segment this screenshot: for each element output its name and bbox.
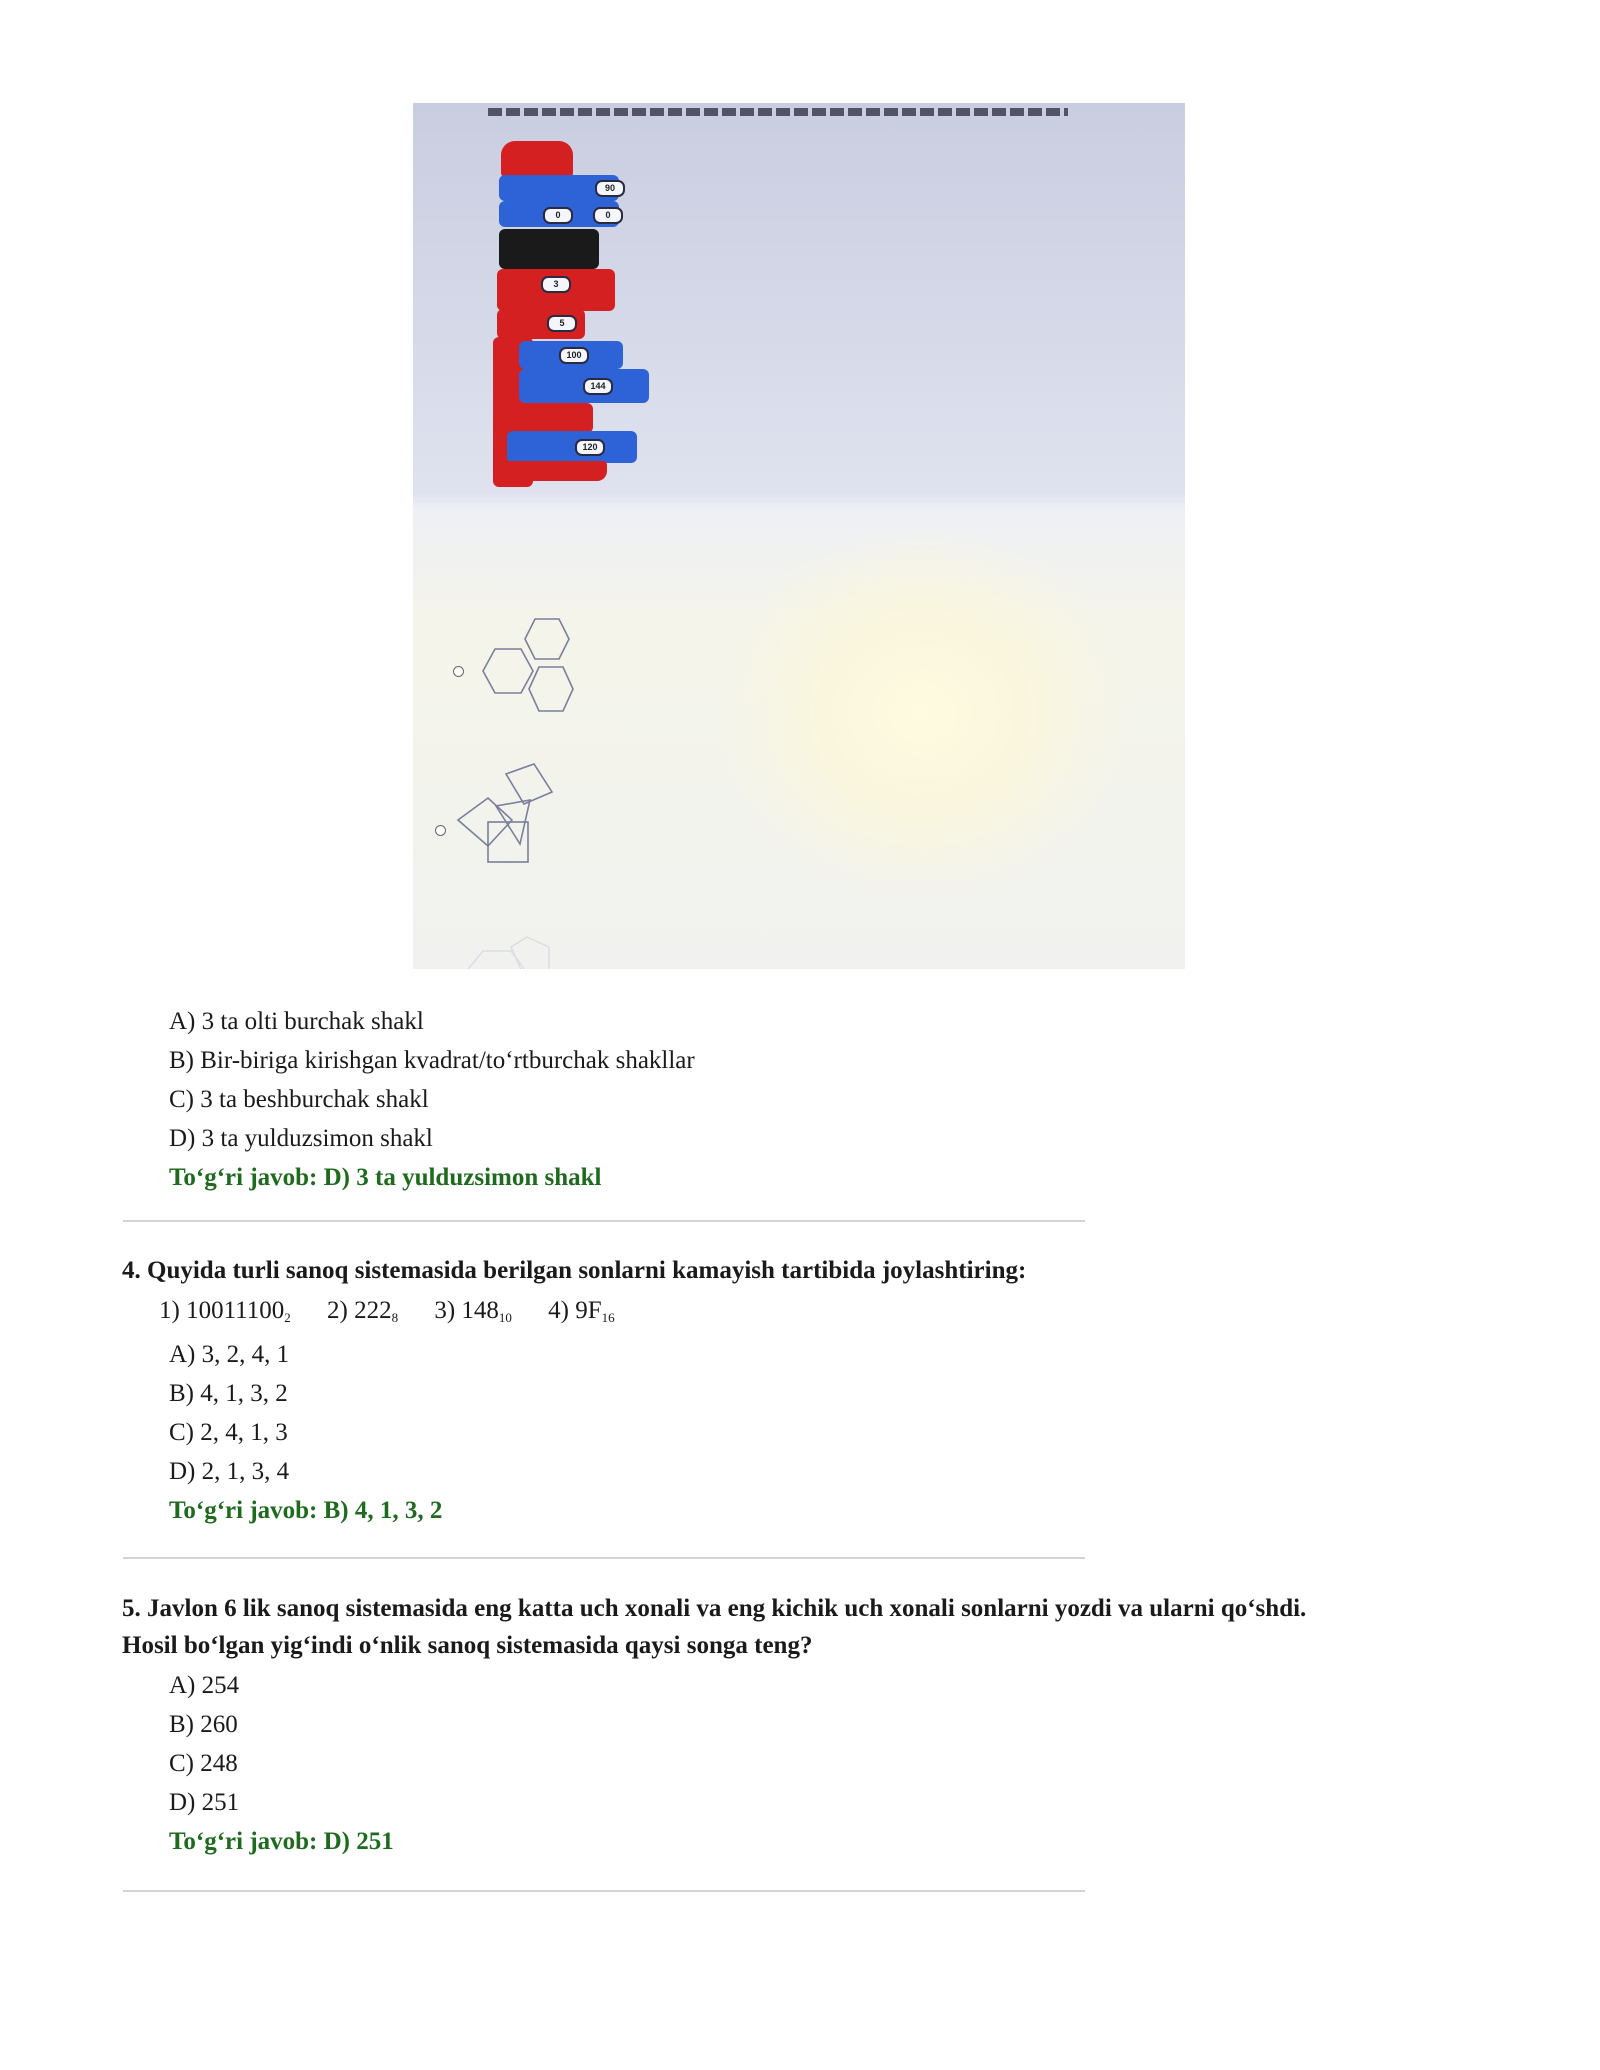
q5-question [122, 1590, 1462, 1664]
code-blocks [493, 131, 663, 491]
q4-options [169, 1335, 442, 1530]
q4-numbers [159, 1297, 645, 1326]
q4-correct-answer: To‘g‘ri javob: B) 4, 1, 3, 2 [169, 1497, 443, 1524]
q5-option-b[interactable]: B) 260 [169, 1711, 238, 1738]
q3-correct-answer: To‘g‘ri javob: D) 3 ta yulduzsimon shakl [169, 1164, 602, 1191]
blurred-question-text [488, 108, 1068, 116]
q4-option-c[interactable]: C) 2, 4, 1, 3 [169, 1419, 288, 1446]
block-red-start [501, 141, 573, 177]
block-blue-5 [507, 431, 637, 463]
block-value-0b: 0 [593, 207, 623, 224]
block-value-3: 3 [541, 276, 571, 293]
block-red-end [493, 461, 607, 481]
q3-option-c[interactable]: C) 3 ta beshburchak shakl [169, 1086, 429, 1113]
block-value-5: 5 [547, 315, 577, 332]
block-value-90: 90 [595, 180, 625, 197]
block-value-120: 120 [575, 439, 605, 456]
shape-option-1[interactable] [413, 513, 1185, 653]
q3-option-a[interactable]: A) 3 ta olti burchak shakl [169, 1008, 424, 1035]
q4-option-d[interactable]: D) 2, 1, 3, 4 [169, 1458, 290, 1485]
q4-option-a[interactable]: A) 3, 2, 4, 1 [169, 1341, 290, 1368]
block-black [499, 229, 599, 269]
q3-option-b[interactable]: B) Bir-biriga kirishgan kvadrat/to‘rtburchak shakllar [169, 1047, 695, 1074]
block-value-0a: 0 [543, 207, 573, 224]
q5-question-line-1: 5. Javlon 6 lik sanoq sistemasida eng katta uch xonali va eng kichik uch xonali sonlarni yozdi va ularni qo‘shdi. [122, 1595, 1307, 1622]
q5-option-d[interactable]: D) 251 [169, 1789, 240, 1816]
divider-2 [123, 1557, 1085, 1559]
block-value-100: 100 [559, 347, 589, 364]
q4-number-4: 4) $9F_{16}$ [548, 1297, 615, 1325]
q5-question-line-2: Hosil bo‘lgan yig‘indi o‘nlik sanoq sistemasida qaysi songa teng? [122, 1632, 813, 1659]
block-value-144: 144 [583, 378, 613, 395]
q4-number-3: 3) $148_{10}$ [434, 1297, 512, 1325]
divider-1 [123, 1220, 1085, 1222]
divider-3 [123, 1890, 1085, 1892]
q3-option-d[interactable]: D) 3 ta yulduzsimon shakl [169, 1125, 433, 1152]
shape-option-3[interactable] [413, 823, 1185, 969]
q4-number-1: 1) $10011100_2$ [159, 1297, 291, 1325]
question-photo [413, 103, 1185, 969]
q5-correct-answer: To‘g‘ri javob: D) 251 [169, 1828, 394, 1855]
faint-shape-icon [453, 933, 573, 969]
q5-option-c[interactable]: C) 248 [169, 1750, 238, 1777]
block-red-lower [493, 403, 593, 433]
q5-option-a[interactable]: A) 254 [169, 1672, 240, 1699]
q3-options [169, 1002, 695, 1197]
q4-option-b[interactable]: B) 4, 1, 3, 2 [169, 1380, 288, 1407]
q5-options [169, 1666, 394, 1861]
shape-option-2[interactable] [413, 658, 1185, 808]
q4-number-2: 2) $222_8$ [326, 1297, 399, 1325]
q4-question: 4. Quyida turli sanoq sistemasida berilgan sonlarni kamayish tartibida joylashtiring: [122, 1257, 1027, 1284]
